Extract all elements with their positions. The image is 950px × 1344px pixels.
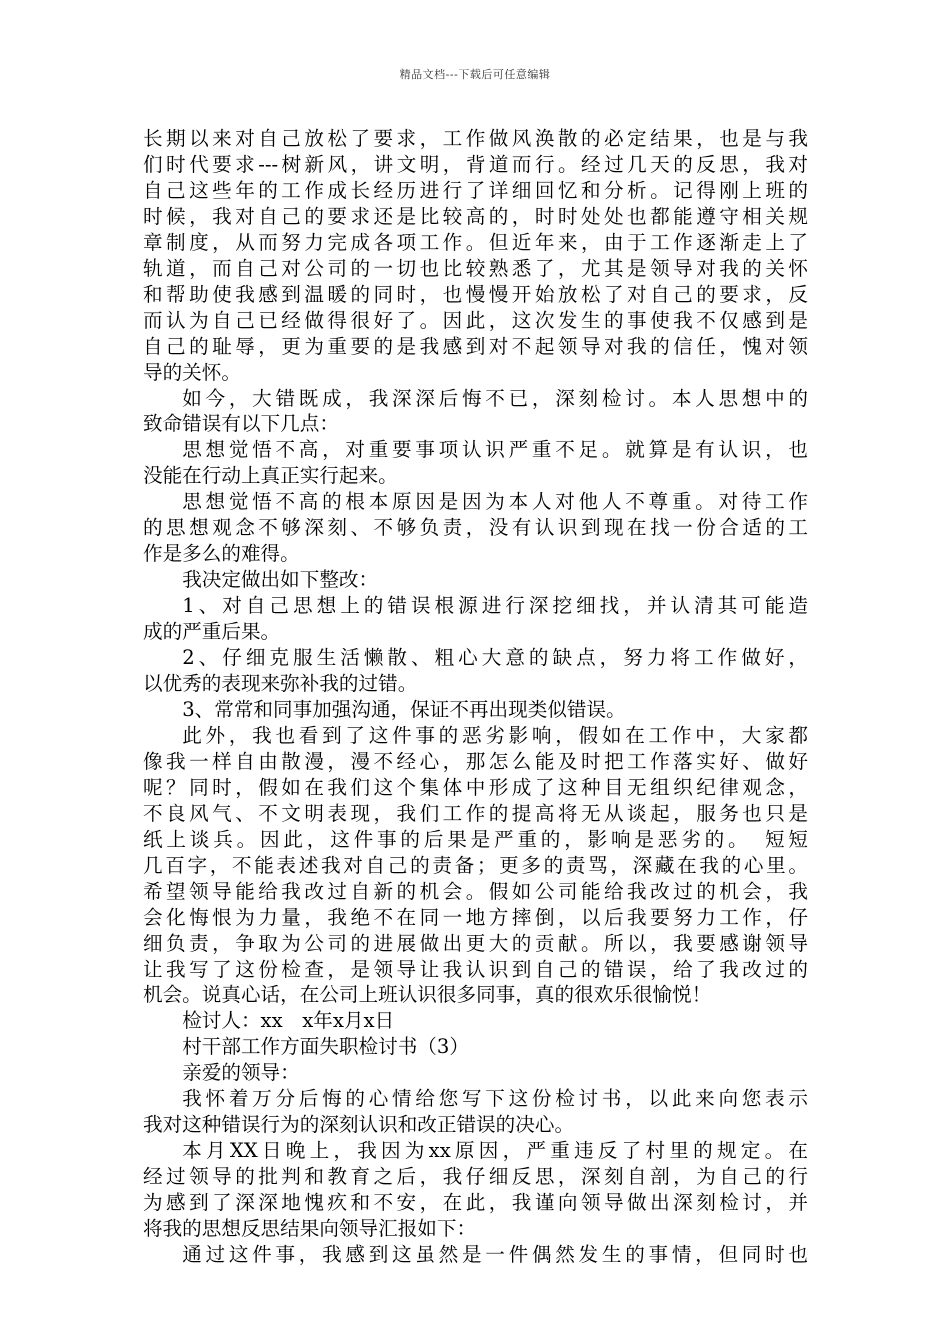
text-line: 希望领导能给我改过自新的机会。假如公司能给我改过的机会，我	[143, 879, 808, 903]
text-line: 呢？同时，假如在我们这个集体中形成了这种目无组织纪律观念，	[143, 775, 808, 799]
text-line: 以优秀的表现来弥补我的过错。	[143, 672, 418, 696]
paragraph-3	[143, 437, 808, 489]
text-line: 作是多么的难得。	[143, 542, 300, 566]
text-line: 几百字，不能表述我对自己的责备；更多的责骂，深藏在我的心里。	[143, 853, 808, 877]
text-line: 思想觉悟不高，对重要事项认识严重不足。就算是有认识，也	[182, 438, 808, 462]
paragraph-7	[143, 645, 808, 697]
text-line: 纸上谈兵。因此，这件事的后果是严重的，影响是恶劣的。 短短	[143, 827, 808, 851]
paragraph-6	[143, 593, 808, 645]
text-line: 亲爱的领导：	[182, 1061, 300, 1085]
text-line: 和帮助使我感到温暖的同时，也慢慢开始放松了对自己的要求，反	[143, 282, 808, 306]
text-line: 章制度，从而努力完成各项工作。但近年来，由于工作逐渐走上了	[143, 230, 808, 254]
text-line: 我决定做出如下整改：	[182, 568, 379, 592]
text-line: 村干部工作方面失职检讨书（3）	[182, 1035, 469, 1059]
text-line: 细负责，争取为公司的进展做出更大的贡献。所以，我要感谢领导	[143, 931, 808, 955]
text-line: 长期以来对自己放松了要求，工作做风涣散的必定结果，也是与我	[143, 127, 808, 150]
page-header: 精品文档---下载后可任意编辑	[399, 68, 551, 81]
text-line: 为感到了深深地愧疚和不安，在此，我谨向领导做出深刻检讨，并	[143, 1191, 808, 1215]
text-line: 导的关怀。	[143, 360, 241, 384]
text-line: 经过领导的批判和教育之后，我仔细反思，深刻自剖，为自己的行	[143, 1165, 808, 1189]
paragraph-14	[143, 1138, 808, 1242]
text-line: 通过这件事，我感到这虽然是一件偶然发生的事情，但同时也	[182, 1242, 808, 1266]
text-line: 我怀着万分后悔的心情给您写下这份检讨书，以此来向您表示	[182, 1087, 808, 1111]
text-line: 我对这种错误行为的深刻认识和改正错误的决心。	[143, 1113, 575, 1137]
text-line: 如今，大错既成，我深深后悔不已，深刻检讨。本人思想中的	[182, 386, 808, 410]
text-line: 不良风气、不文明表现，我们工作的提高将无从谈起，服务也只是	[143, 801, 808, 825]
salutation	[143, 1060, 808, 1086]
paragraph-4	[143, 489, 808, 567]
paragraph-8	[143, 697, 808, 723]
text-line: 将我的思想反思结果向领导汇报如下：	[143, 1217, 477, 1241]
text-line: 让我写了这份检查，是领导让我认识到自己的错误，给了我改过的	[143, 957, 808, 981]
text-line: 此外，我也看到了这件事的恶劣影响，假如在工作中，大家都	[182, 723, 808, 747]
text-line: 会化悔恨为力量，我绝不在同一地方摔倒，以后我要努力工作，仔	[143, 905, 808, 929]
text-line: 没能在行动上真正实行起来。	[143, 464, 398, 488]
text-line: 们时代要求---树新风，讲文明，背道而行。经过几天的反思，我对	[143, 152, 808, 176]
text-line: 自己的耻辱，更为重要的是我感到对不起领导对我的信任，愧对领	[143, 334, 808, 358]
text-line: 而认为自己已经做得很好了。因此，这次发生的事使我不仅感到是	[143, 308, 808, 332]
paragraph-13	[143, 1086, 808, 1138]
text-line: 像我一样自由散漫，漫不经心，那怎么能及时把工作落实好、做好	[143, 749, 808, 773]
text-line: 的思想观念不够深刻、不够负责，没有认识到现在找一份合适的工	[143, 516, 808, 540]
text-line: 检讨人：xx x年x月x日	[182, 1009, 395, 1033]
paragraph-5	[143, 567, 808, 593]
paragraph-1	[143, 126, 808, 386]
text-line: 1、对自己思想上的错误根源进行深挖细找，并认清其可能造	[182, 594, 808, 618]
paragraph-15	[143, 1242, 808, 1268]
document-body	[143, 126, 808, 1268]
signature-line	[143, 1008, 808, 1034]
text-line: 思想觉悟不高的根本原因是因为本人对他人不尊重。对待工作	[182, 490, 808, 514]
text-line: 致命错误有以下几点：	[143, 412, 339, 436]
text-line: 时候，我对自己的要求还是比较高的，时时处处也都能遵守相关规	[143, 204, 808, 228]
text-line: 成的严重后果。	[143, 620, 281, 644]
text-line: 3、常常和同事加强沟通，保证不再出现类似错误。	[182, 697, 626, 721]
text-line: 轨道，而自己对公司的一切也比较熟悉了，尤其是领导对我的关怀	[143, 256, 808, 280]
paragraph-9	[143, 723, 808, 1008]
paragraph-2	[143, 386, 808, 438]
text-line: 本月XX日晚上，我因为xx原因，严重违反了村里的规定。在	[182, 1139, 808, 1163]
text-line: 机会。说真心话，在公司上班认识很多同事，真的很欢乐很愉悦！	[143, 983, 712, 1007]
text-line: 2、仔细克服生活懒散、粗心大意的缺点，努力将工作做好，	[182, 646, 808, 670]
section-title	[143, 1034, 808, 1060]
text-line: 自己这些年的工作成长经历进行了详细回忆和分析。记得刚上班的	[143, 178, 808, 202]
